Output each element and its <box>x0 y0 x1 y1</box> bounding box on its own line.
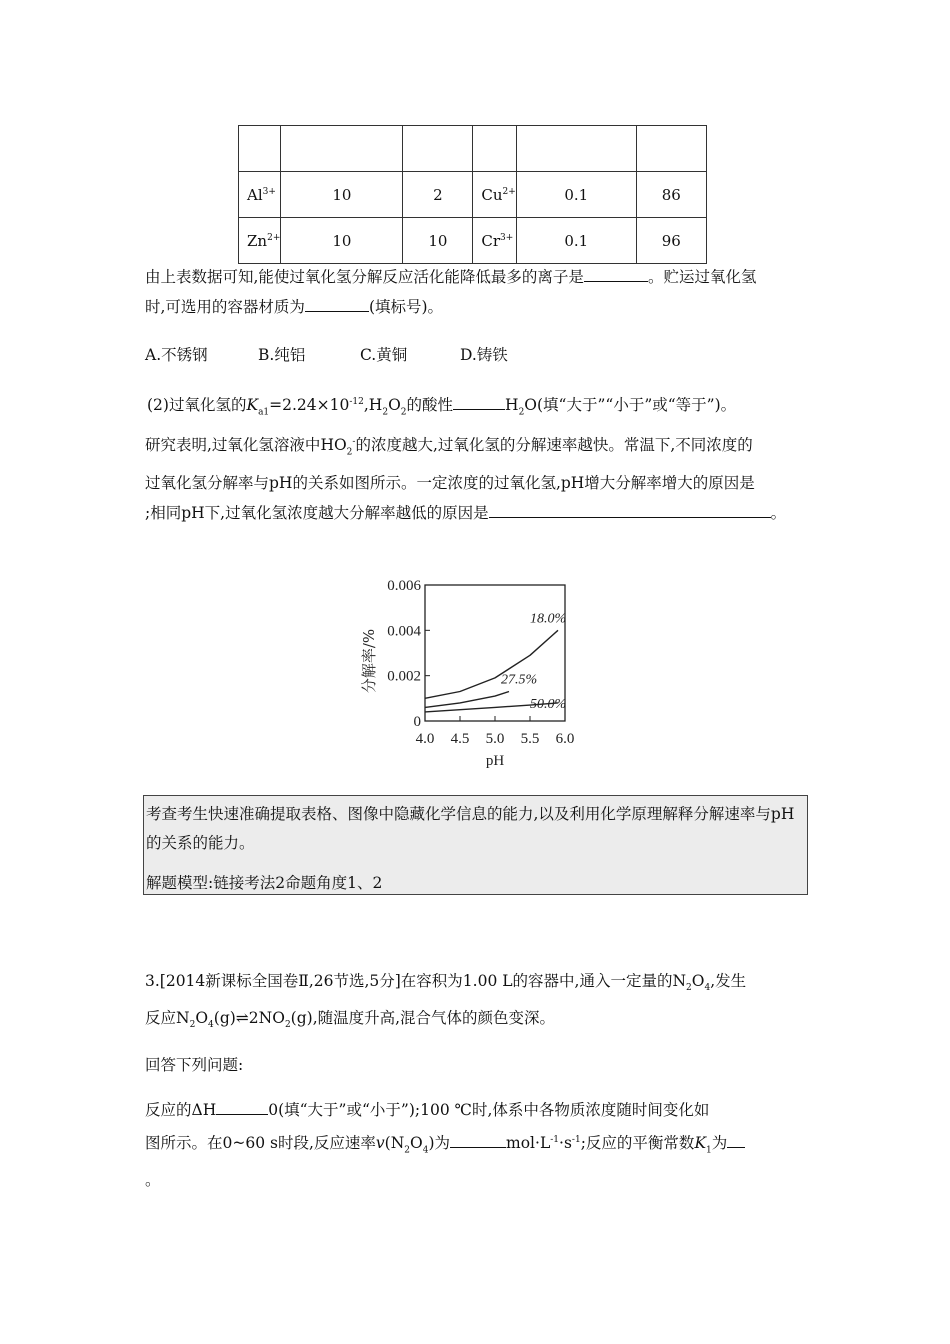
y-tick-label: 0.002 <box>387 668 421 685</box>
ion-cell: $Cr^{3+}$ <box>473 218 516 264</box>
table-cell: 10 <box>281 218 403 264</box>
question-3-body: 反应的ΔH 0(填“大于”或“小于”);100 ℃时,体系中各物质浓度随时间变化如 图所示。在0~60 s时段,反应速率$v(N_2O_4)$为 $mol\cdot L^{-1}\cdot s^{-1}$;反应的平衡常数$K_1$为 。 <box>145 1095 845 1195</box>
table-cell <box>636 126 706 172</box>
series-line-1 <box>425 692 509 708</box>
table-cell: 10 <box>403 218 473 264</box>
question-1-text: 由上表数据可知,能使过氧化氢分解反应活化能降低最多的离子是 。贮运过氧化氢 时,可选用的容器材质为 (填标号)。 <box>145 262 815 322</box>
table-cell <box>281 126 403 172</box>
x-tick-label: 4.0 <box>415 731 435 747</box>
y-tick-label: 0.006 <box>387 578 421 594</box>
answer-blank[interactable] <box>450 1129 506 1148</box>
question-3-text: 3.[2014新课标全国卷Ⅱ,26节选,5分]在容积为1.00 L的容器中,通入一定量的$N_2O_4$,发生 反应$N_2O_4(g)\rightleftharpoons 2NO_2(g)$,随温度升高,混合气体的颜色变深。 <box>145 972 747 1031</box>
x-tick-label: 4.5 <box>450 731 470 747</box>
x-tick-label: 5.5 <box>520 731 540 747</box>
x-axis-label: pH <box>485 753 505 769</box>
option-d[interactable]: D.铸铁 <box>460 346 508 364</box>
x-tick-label: 6.0 <box>555 731 575 747</box>
ion-cell: $Al^{3+}$ <box>239 172 281 218</box>
option-a[interactable]: A.不锈钢 <box>145 346 208 364</box>
table-cell: 2 <box>403 172 473 218</box>
table-cell <box>403 126 473 172</box>
table-cell <box>239 126 281 172</box>
option-list <box>145 343 508 365</box>
table-cell <box>516 126 636 172</box>
option-b[interactable]: B.纯铝 <box>258 346 306 364</box>
solution-model-text: 解题模型:链接考法2命题角度1、2 <box>146 874 383 892</box>
table-cell: 86 <box>636 172 706 218</box>
series-label: 50.0% <box>530 696 567 712</box>
answer-blank[interactable] <box>727 1129 745 1148</box>
answer-prompt: 回答下列问题: <box>145 1056 244 1074</box>
table-cell: 0.1 <box>516 172 636 218</box>
ion-cell: $Zn^{2+}$ <box>239 218 281 264</box>
question-2-text: (2)过氧化氢的$K_{a1}=2.24\times 10^{-12},H_2O_2$的酸性 $H_2O$(填“大于”“小于”或“等于”)。 研究表明,过氧化氢溶液中$HO_2^-$的浓度越大,过氧化氢的分解速率越快。常温下,不同浓度的 过氧化氢分解率与pH的关系如图所示。一定浓度的过氧化氢,pH增大分解率增大的原因是 ;相同pH下,过氧化氢浓度越大分解率越低的原因是 。 <box>147 387 827 528</box>
table-cell: 0.1 <box>516 218 636 264</box>
data-table <box>238 125 707 264</box>
y-tick-label: 0 <box>413 714 421 730</box>
answer-blank[interactable] <box>305 293 369 312</box>
series-line-0 <box>425 630 558 698</box>
table-cell <box>473 126 516 172</box>
ion-cell: $Cu^{2+}$ <box>473 172 516 218</box>
table-header-row <box>239 126 707 172</box>
analysis-text: 考查考生快速准确提取表格、图像中隐藏化学信息的能力,以及利用化学原理解释分解速率与pH的关系的能力。 <box>146 805 795 852</box>
answer-blank[interactable] <box>584 263 648 282</box>
y-tick-label: 0.004 <box>387 623 421 640</box>
table-cell: 96 <box>636 218 706 264</box>
table-cell: 10 <box>281 172 403 218</box>
option-c[interactable]: C.黄铜 <box>360 346 408 364</box>
series-label: 27.5% <box>501 672 538 688</box>
x-tick-label: 5.0 <box>485 731 505 747</box>
y-axis-label: 分解率/% <box>360 628 378 694</box>
equilibrium-arrow: ⇌ <box>235 1009 249 1028</box>
series-label: 18.0% <box>530 611 567 627</box>
answer-blank[interactable] <box>453 391 505 410</box>
table-row <box>239 218 707 264</box>
table-row <box>239 172 707 218</box>
decomposition-rate-chart <box>355 572 595 772</box>
analysis-box <box>143 795 808 895</box>
answer-blank[interactable] <box>216 1096 268 1115</box>
answer-blank[interactable] <box>489 499 771 518</box>
